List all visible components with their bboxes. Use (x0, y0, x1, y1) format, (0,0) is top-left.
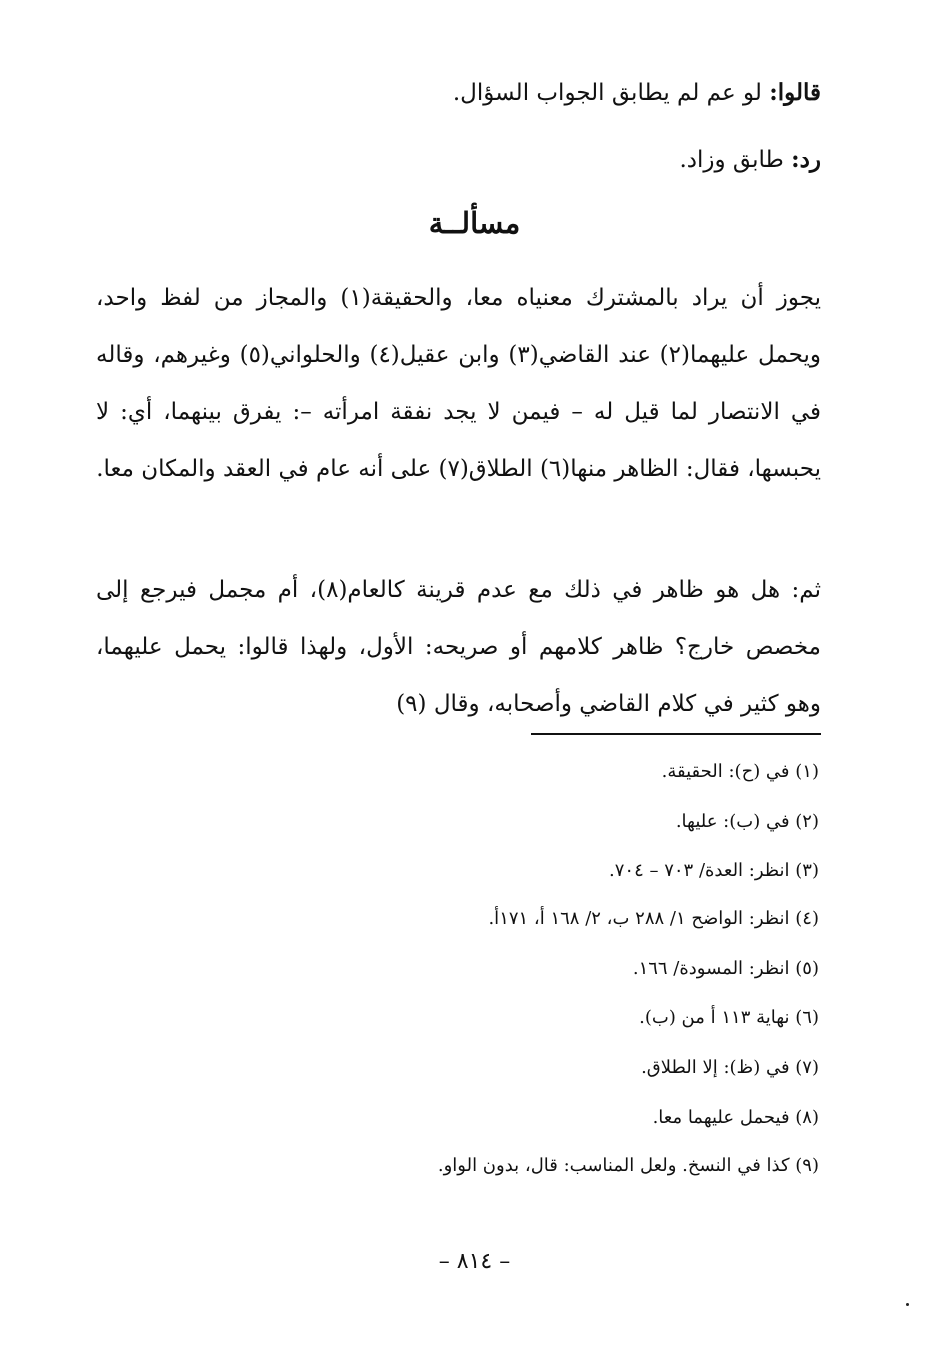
footnote-1: (١) في (ح): الحقيقة. (661, 761, 819, 782)
footnote-8: (٨) فيحمل عليهما معا. (652, 1107, 819, 1128)
objection-label: قالوا: (769, 79, 821, 106)
footnote-7: (٧) في (ظ): إلا الطلاق. (641, 1057, 819, 1078)
scan-speck (906, 1303, 909, 1306)
reply-text: طابق وزاد. (679, 147, 792, 173)
footnote-3: (٣) انظر: العدة/ ٧٠٣ – ٧٠٤. (609, 860, 819, 881)
section-heading: مسألــة (428, 206, 521, 240)
reply-label: رد: (791, 146, 821, 173)
objection-text: لو عم لم يطابق الجواب السؤال. (452, 80, 770, 106)
footnote-4: (٤) انظر: الواضح ١/ ٢٨٨ ب، ٢/ ١٦٨ أ، ١٧١أ. (488, 908, 819, 929)
footnote-9: (٩) كذا في النسخ. ولعل المناسب: قال، بدون الواو. (437, 1155, 819, 1176)
paragraph-2: ثم: هل هو ظاهر في ذلك مع عدم قرينة كالعام(٨)، أم مجمل فيرجع إلى مخصص خارج؟ ظاهر كلامهم أو صريحه: الأول، ولهذا قالوا: يحمل عليهما، وهو كثير في كلام القاضي وأصحابه، وقال (٩) (96, 577, 822, 717)
footnote-5: (٥) انظر: المسودة/ ١٦٦. (632, 958, 819, 979)
footnote-2: (٢) في (ب): عليها. (675, 811, 819, 832)
reply-line (679, 143, 821, 177)
footnote-6: (٦) نهاية ١١٣ أ من (ب). (639, 1007, 819, 1028)
paragraph-1: يجوز أن يراد بالمشترك معنياه معا، والحقيقة(١) والمجاز من لفظ واحد، ويحمل عليهما(٢) عند القاضي(٣) وابن عقيل(٤) والحلواني(٥) وغيرهم، وقاله في الانتصار لما قيل له – فيمن لا يجد نفقة امرأته –: يفرق بينهما، أي: لا يحبسها، فقال: الظاهر منها(٦) الطلاق(٧) على أنه عام في العقد والمكان معا. (96, 285, 822, 482)
footnote-divider (531, 733, 821, 735)
objection-line (453, 76, 821, 110)
page-number: – ٨١٤ – (438, 1249, 511, 1274)
